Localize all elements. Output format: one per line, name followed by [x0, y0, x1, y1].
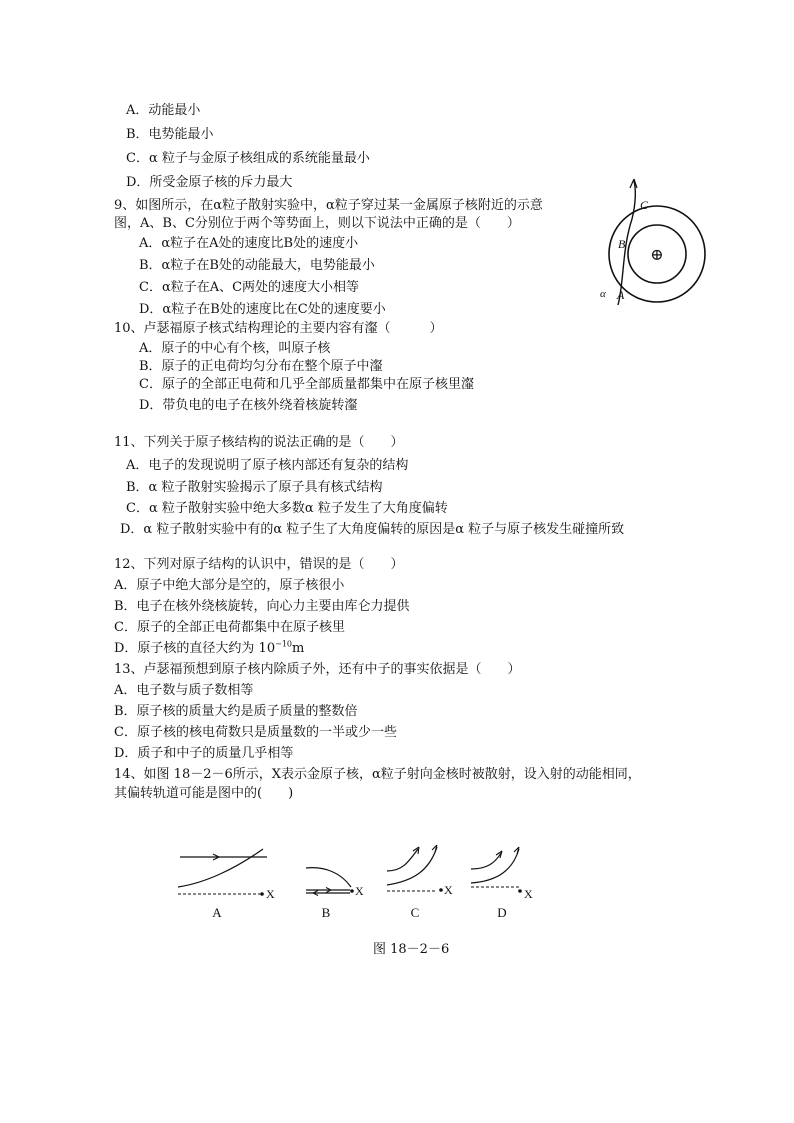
panel-b-nucleus	[350, 889, 354, 893]
q14-stem-line2: 其偏转轨道可能是图中的( )	[114, 786, 294, 801]
q9-option-c: C．α粒子在A、C两处的速度大小相等	[139, 280, 360, 295]
panel-d-upper-curve	[471, 853, 501, 869]
q14-figure-caption: 图 18－2－6	[373, 942, 450, 957]
panel-b	[306, 868, 364, 920]
label-c: C	[640, 198, 649, 212]
panel-c	[387, 845, 453, 920]
q9-option-a: A．α粒子在A处的速度比B处的速度小	[139, 236, 359, 251]
q12-option-d-unit: m	[292, 641, 305, 656]
panel-b-curve	[306, 868, 351, 887]
q11-option-c: C．α 粒子散射实验中绝大多数α 粒子发生了大角度偏转	[126, 501, 448, 516]
panel-a	[178, 849, 275, 920]
q13-option-a: A．电子数与质子数相等	[114, 683, 254, 698]
q12-option-c: C．原子的全部正电荷都集中在原子核里	[114, 620, 345, 635]
panel-d-lower-curve	[471, 849, 519, 883]
q12-option-a: A．原子中绝大部分是空的，原子核很小	[114, 578, 345, 593]
q10-stem: 10、卢瑟福原子核式结构理论的主要内容有瀣（ ）	[114, 321, 443, 336]
q13-stem: 13、卢瑟福预想到原子核内除质子外，还有中子的事实依据是（ ）	[114, 662, 521, 677]
panel-c-arrow-inner	[432, 845, 437, 852]
trajectory-arrow	[630, 179, 637, 188]
q12-option-d-text: D．原子核的直径大约为 10	[114, 641, 276, 656]
label-a: A	[617, 288, 625, 302]
q12-option-b: B．电子在核外绕核旋转，向心力主要由库仑力提供	[114, 599, 410, 614]
panel-b-label: B	[321, 905, 331, 920]
q14-stem-line1: 14、如图 18－2－6所示，X表示金原子核，α粒子射向金核时被散射，设入射的动能相同，	[114, 767, 641, 782]
q8-option-a: A．动能最小	[126, 103, 201, 118]
q9-scattering-figure	[598, 175, 718, 315]
q13-option-b: B．原子核的质量大约是质子质量的整数倍	[114, 704, 358, 719]
panel-c-nucleus	[439, 888, 443, 892]
q8-option-b: B．电势能最小	[126, 127, 214, 142]
q11-option-a: A．电子的发现说明了原子核内部还有复杂的结构	[126, 458, 409, 473]
q11-option-b: B．α 粒子散射实验揭示了原子具有核式结构	[126, 480, 383, 495]
panel-c-arrow-outer	[413, 847, 419, 854]
panel-c-inner-curve	[387, 847, 437, 885]
q11-option-d: D．α 粒子散射实验中有的α 粒子生了大角度偏转的原因是α 粒子与原子核发生碰撞所致	[120, 522, 625, 537]
panel-d-x: X	[524, 887, 533, 901]
panel-a-x: X	[266, 887, 275, 901]
q10-option-d: D．带负电的电子在核外绕着核旋转瀣	[139, 398, 358, 413]
nucleus-symbol: ⊕	[650, 247, 664, 264]
panel-a-curve	[178, 849, 263, 887]
label-alpha: α	[600, 288, 606, 300]
q9-stem-line2: 图，A、B、C分别位于两个等势面上，则以下说法中正确的是（ ）	[114, 216, 520, 231]
q9-option-b: B．α粒子在B处的动能最大，电势能最小	[139, 258, 375, 273]
q14-trajectories-figure	[175, 843, 535, 933]
q12-stem: 12、下列对原子结构的认识中，错误的是（ ）	[114, 557, 404, 572]
q10-option-c: C．原子的全部正电荷和几乎全部质量都集中在原子核里瀣	[139, 377, 474, 392]
panel-b-x: X	[355, 884, 364, 898]
panel-d	[471, 847, 533, 920]
q8-option-d: D．所受金原子核的斥力最大	[126, 175, 293, 190]
panel-d-nucleus	[518, 889, 522, 893]
q11-stem: 11、下列关于原子核结构的说法正确的是（ ）	[114, 435, 404, 450]
panel-c-label: C	[410, 905, 420, 920]
label-b: B	[618, 237, 626, 251]
panel-a-label: A	[212, 905, 222, 920]
q13-option-d: D．质子和中子的质量几乎相等	[114, 746, 294, 761]
panel-d-label: D	[497, 905, 507, 920]
panel-c-x: X	[444, 883, 453, 897]
q13-option-c: C．原子核的核电荷数只是质量数的一半或少一些	[114, 725, 397, 740]
q12-option-d-exponent: −10	[275, 639, 292, 649]
q12-option-d	[114, 641, 304, 657]
q9-option-d: D．α粒子在B处的速度比在C处的速度要小	[139, 302, 386, 317]
q10-option-b: B．原子的正电荷均匀分布在整个原子中瀣	[139, 359, 383, 374]
panel-c-outer-curve	[387, 849, 418, 871]
q10-option-a: A．原子的中心有个核，叫原子核	[139, 341, 331, 356]
q9-stem-line1: 9、如图所示，在α粒子散射实验中，α粒子穿过某一金属原子核附近的示意	[114, 198, 543, 213]
panel-a-nucleus	[260, 892, 264, 896]
q8-option-c: C．α 粒子与金原子核组成的系统能量最小	[126, 151, 370, 166]
